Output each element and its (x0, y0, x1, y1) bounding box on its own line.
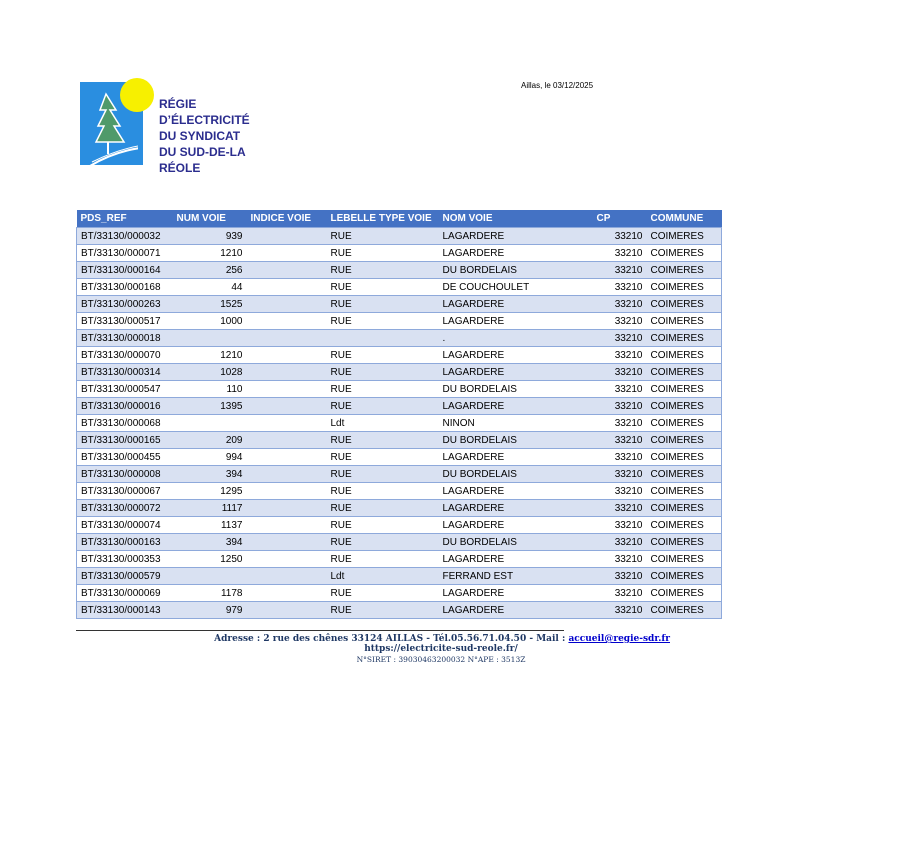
column-header: PDS_REF (77, 210, 173, 228)
table-cell: COIMERES (647, 330, 722, 347)
table-row (77, 330, 722, 347)
table-cell: 33210 (577, 602, 647, 619)
table-row (77, 381, 722, 398)
table-cell (173, 330, 247, 347)
table-cell (247, 500, 327, 517)
table-row (77, 415, 722, 432)
table-cell: 1295 (173, 483, 247, 500)
table-row (77, 398, 722, 415)
table-cell: COIMERES (647, 313, 722, 330)
table-cell: 33210 (577, 483, 647, 500)
table-cell (247, 585, 327, 602)
table-cell: COIMERES (647, 551, 722, 568)
table-cell: 1117 (173, 500, 247, 517)
table-cell: DE COUCHOULET (439, 279, 577, 296)
table-row (77, 517, 722, 534)
table-row (77, 568, 722, 585)
table-cell (247, 517, 327, 534)
tree-icon (88, 90, 138, 168)
table-cell: BT/33130/000455 (77, 449, 173, 466)
table-cell: BT/33130/000071 (77, 245, 173, 262)
table-cell (247, 381, 327, 398)
table-cell: LAGARDERE (439, 483, 577, 500)
table-cell: 1000 (173, 313, 247, 330)
table-cell: 994 (173, 449, 247, 466)
table-cell: LAGARDERE (439, 245, 577, 262)
table-row (77, 228, 722, 245)
table-cell: 939 (173, 228, 247, 245)
table-cell: COIMERES (647, 432, 722, 449)
table-row (77, 602, 722, 619)
table-cell: COIMERES (647, 602, 722, 619)
table-cell: BT/33130/000168 (77, 279, 173, 296)
table-cell: 33210 (577, 551, 647, 568)
column-header: NOM VOIE (439, 210, 577, 228)
table-cell: 33210 (577, 381, 647, 398)
table-cell: BT/33130/000067 (77, 483, 173, 500)
table-cell: 33210 (577, 585, 647, 602)
table-cell: BT/33130/000579 (77, 568, 173, 585)
table-cell (327, 330, 439, 347)
table-cell: RUE (327, 398, 439, 415)
table-cell: LAGARDERE (439, 313, 577, 330)
table-cell: 209 (173, 432, 247, 449)
logo-line: DU SUD-DE-LA RÉOLE (159, 145, 246, 175)
table-cell: COIMERES (647, 568, 722, 585)
table-cell (173, 568, 247, 585)
table-cell (247, 245, 327, 262)
table-cell: LAGARDERE (439, 551, 577, 568)
table-row (77, 483, 722, 500)
table-cell: LAGARDERE (439, 364, 577, 381)
table-cell: BT/33130/000517 (77, 313, 173, 330)
table-cell: 256 (173, 262, 247, 279)
table-cell: 33210 (577, 500, 647, 517)
table-cell: FERRAND EST (439, 568, 577, 585)
logo-line: DU SYNDICAT (159, 129, 241, 143)
table-cell: COIMERES (647, 449, 722, 466)
table-cell: 33210 (577, 449, 647, 466)
table-cell: BT/33130/000263 (77, 296, 173, 313)
table-cell: BT/33130/000164 (77, 262, 173, 279)
table-cell: BT/33130/000143 (77, 602, 173, 619)
table-cell: COIMERES (647, 262, 722, 279)
table-cell: RUE (327, 279, 439, 296)
column-header: CP (577, 210, 647, 228)
table-cell: BT/33130/000069 (77, 585, 173, 602)
logo-line: RÉGIE D’ÉLECTRICITÉ (159, 97, 250, 127)
table-cell: BT/33130/000068 (77, 415, 173, 432)
table-row (77, 449, 722, 466)
table-row (77, 262, 722, 279)
table-row (77, 279, 722, 296)
table-cell: 33210 (577, 279, 647, 296)
table-cell (173, 415, 247, 432)
table-row (77, 432, 722, 449)
table-cell (247, 415, 327, 432)
table-cell: 33210 (577, 364, 647, 381)
table-cell: COIMERES (647, 466, 722, 483)
table-cell (247, 313, 327, 330)
table-cell: COIMERES (647, 381, 722, 398)
table-cell: LAGARDERE (439, 228, 577, 245)
table-cell: RUE (327, 483, 439, 500)
table-cell: BT/33130/000072 (77, 500, 173, 517)
company-logo (80, 78, 280, 175)
table-cell: . (439, 330, 577, 347)
table-cell: BT/33130/000353 (77, 551, 173, 568)
table-row (77, 245, 722, 262)
table-cell: RUE (327, 500, 439, 517)
email-link[interactable]: accueil@regie-sdr.fr (568, 634, 670, 644)
table-row (77, 551, 722, 568)
table-cell: COIMERES (647, 296, 722, 313)
table-row (77, 585, 722, 602)
table-cell: RUE (327, 381, 439, 398)
table-cell: BT/33130/000547 (77, 381, 173, 398)
table-cell (247, 296, 327, 313)
table-cell: RUE (327, 296, 439, 313)
table-cell: LAGARDERE (439, 517, 577, 534)
table-row (77, 296, 722, 313)
table-cell: COIMERES (647, 483, 722, 500)
table-cell: RUE (327, 466, 439, 483)
table-cell: RUE (327, 347, 439, 364)
table-cell: 33210 (577, 517, 647, 534)
table-cell: 110 (173, 381, 247, 398)
table-cell: 33210 (577, 245, 647, 262)
table-cell (247, 364, 327, 381)
table-cell: COIMERES (647, 415, 722, 432)
table-cell: DU BORDELAIS (439, 432, 577, 449)
delivery-points-table (76, 210, 722, 619)
table-cell: 1137 (173, 517, 247, 534)
footer (76, 630, 676, 664)
table-cell: COIMERES (647, 245, 722, 262)
table-cell: RUE (327, 228, 439, 245)
table-row (77, 364, 722, 381)
table-cell: 33210 (577, 432, 647, 449)
table-cell (247, 262, 327, 279)
table-cell: COIMERES (647, 228, 722, 245)
table-cell: COIMERES (647, 364, 722, 381)
table-cell (247, 330, 327, 347)
table-cell (247, 602, 327, 619)
table-cell: BT/33130/000018 (77, 330, 173, 347)
table-cell: COIMERES (647, 500, 722, 517)
table-cell: 33210 (577, 330, 647, 347)
table-cell: COIMERES (647, 347, 722, 364)
table-cell (247, 449, 327, 466)
table-cell: 33210 (577, 568, 647, 585)
table-row (77, 500, 722, 517)
table-cell: 1210 (173, 347, 247, 364)
table-cell: DU BORDELAIS (439, 534, 577, 551)
siret-text: N°SIRET : 39030463200032 N°APE : 3513Z (356, 655, 526, 664)
table-cell: 979 (173, 602, 247, 619)
table-cell: LAGARDERE (439, 500, 577, 517)
table-cell (247, 279, 327, 296)
table-cell: COIMERES (647, 398, 722, 415)
table-cell: 33210 (577, 228, 647, 245)
table-cell: 1210 (173, 245, 247, 262)
table-cell: LAGARDERE (439, 449, 577, 466)
table-cell: LAGARDERE (439, 585, 577, 602)
table-cell: RUE (327, 449, 439, 466)
table-cell: 33210 (577, 534, 647, 551)
footer-address (76, 634, 676, 644)
table-cell: 1028 (173, 364, 247, 381)
table-cell: DU BORDELAIS (439, 466, 577, 483)
table-row (77, 347, 722, 364)
column-header: INDICE VOIE (247, 210, 327, 228)
column-header: NUM VOIE (173, 210, 247, 228)
table-cell (247, 551, 327, 568)
table-cell: LAGARDERE (439, 602, 577, 619)
table-cell: DU BORDELAIS (439, 381, 577, 398)
table-cell: 33210 (577, 347, 647, 364)
table-cell: 44 (173, 279, 247, 296)
table-cell: RUE (327, 585, 439, 602)
table-header-row (77, 210, 722, 228)
table-row (77, 534, 722, 551)
table-cell: RUE (327, 517, 439, 534)
table-cell: RUE (327, 602, 439, 619)
table-cell: Ldt (327, 415, 439, 432)
table-cell: RUE (327, 432, 439, 449)
column-header: LEBELLE TYPE VOIE (327, 210, 439, 228)
table-cell (247, 483, 327, 500)
table-cell: 1250 (173, 551, 247, 568)
table-cell: RUE (327, 245, 439, 262)
table-cell: COIMERES (647, 534, 722, 551)
table-cell: BT/33130/000016 (77, 398, 173, 415)
table-cell: RUE (327, 262, 439, 279)
table-cell: 33210 (577, 415, 647, 432)
table-cell: LAGARDERE (439, 398, 577, 415)
table-cell: COIMERES (647, 585, 722, 602)
column-header: COMMUNE (647, 210, 722, 228)
table-cell: COIMERES (647, 517, 722, 534)
table-cell (247, 398, 327, 415)
table-cell: COIMERES (647, 279, 722, 296)
table-cell: 394 (173, 466, 247, 483)
table-cell (247, 466, 327, 483)
table-cell (247, 347, 327, 364)
table-cell: 33210 (577, 398, 647, 415)
table-cell: 33210 (577, 313, 647, 330)
table-cell: 33210 (577, 296, 647, 313)
table-cell: Ldt (327, 568, 439, 585)
table-cell: BT/33130/000008 (77, 466, 173, 483)
table-cell: DU BORDELAIS (439, 262, 577, 279)
table-cell (247, 568, 327, 585)
table-cell: 1525 (173, 296, 247, 313)
table-cell: RUE (327, 364, 439, 381)
document-date: Aillas, le 03/12/2025 (521, 81, 594, 90)
table-cell: 1178 (173, 585, 247, 602)
table-cell: 33210 (577, 466, 647, 483)
table-cell: NINON (439, 415, 577, 432)
website-text: https://electricite-sud-reole.fr/ (364, 644, 518, 654)
table-cell: 1395 (173, 398, 247, 415)
address-text: Adresse : 2 rue des chênes 33124 AILLAS - Tél.05.56.71.04.50 - Mail : (214, 634, 569, 644)
table-cell: BT/33130/000163 (77, 534, 173, 551)
table-cell: LAGARDERE (439, 296, 577, 313)
table-cell: RUE (327, 551, 439, 568)
table-cell: BT/33130/000070 (77, 347, 173, 364)
table-cell (247, 228, 327, 245)
table-cell: 394 (173, 534, 247, 551)
table-cell: 33210 (577, 262, 647, 279)
table-cell: BT/33130/000165 (77, 432, 173, 449)
table-cell (247, 432, 327, 449)
footer-divider (76, 630, 564, 631)
table-row (77, 313, 722, 330)
table-row (77, 466, 722, 483)
table-cell (247, 534, 327, 551)
table-cell: RUE (327, 313, 439, 330)
table-cell: BT/33130/000032 (77, 228, 173, 245)
table-cell: LAGARDERE (439, 347, 577, 364)
table-cell: BT/33130/000314 (77, 364, 173, 381)
table-cell: BT/33130/000074 (77, 517, 173, 534)
table-cell: RUE (327, 534, 439, 551)
